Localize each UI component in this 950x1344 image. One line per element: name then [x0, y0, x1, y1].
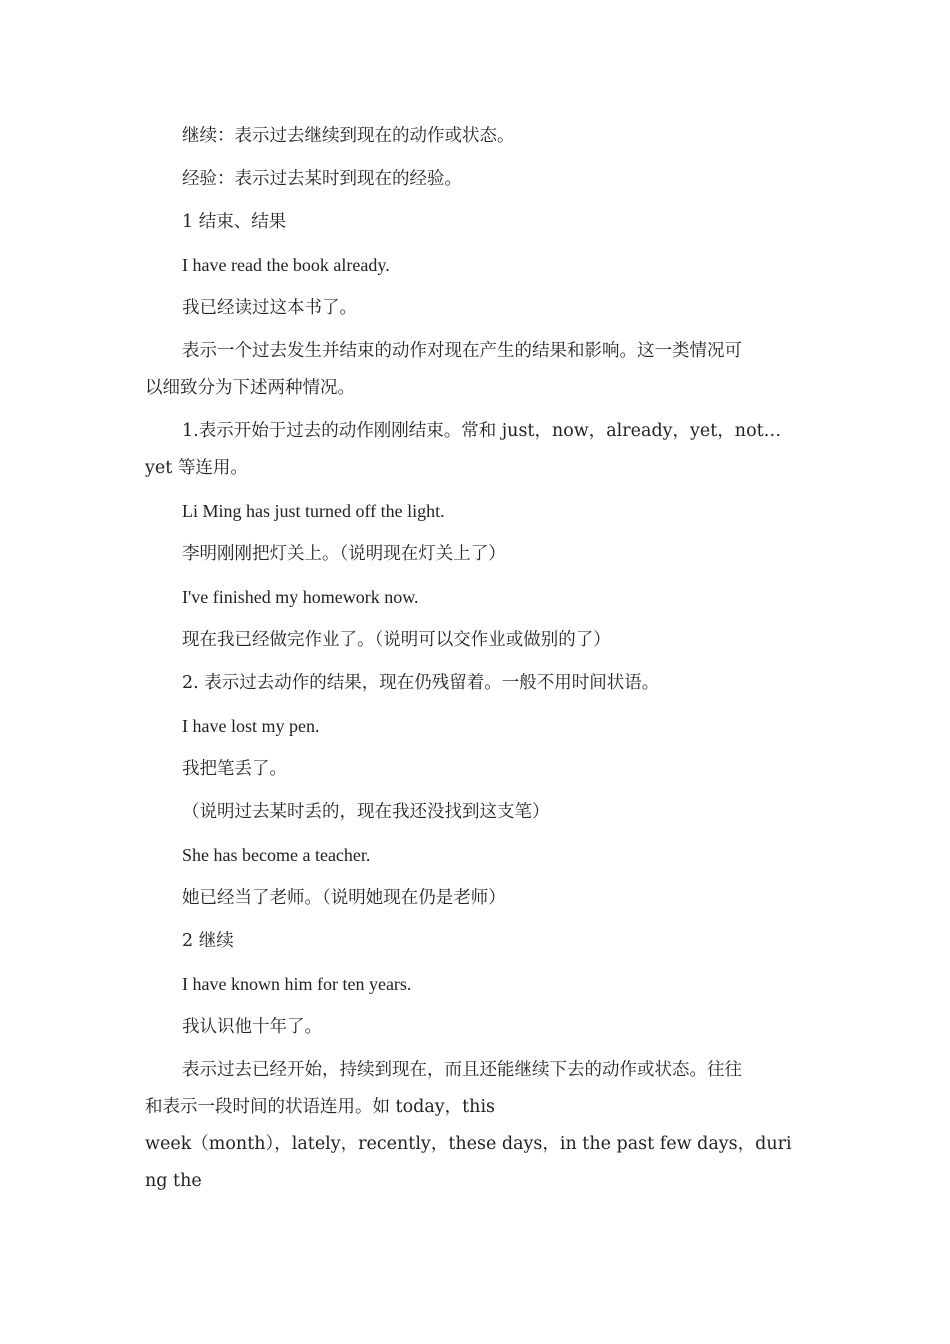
paragraph-continuation-explanation: [145, 1052, 800, 1200]
paragraph-remaining-result-rule: 2. 表示过去动作的结果，现在仍残留着。一般不用时间状语。: [182, 673, 660, 693]
paragraph-line: week（month），lately，recently，these days，in the past few days，during the: [145, 1134, 792, 1191]
paragraph-experience-definition: 经验：表示过去某时到现在的经验。: [182, 169, 462, 189]
example-sentence-chinese: 我已经读过这本书了。: [182, 298, 357, 318]
example-sentence-english: I have read the book already.: [182, 255, 390, 275]
paragraph-line: 以细致分为下述两种情况。: [145, 378, 355, 398]
document-body: [145, 118, 800, 1206]
paragraph-line: 表示一个过去发生并结束的动作对现在产生的结果和影响。这一类情况可: [182, 341, 742, 361]
paragraph-just-finished-rule: [145, 413, 800, 487]
paragraph-line: yet 等连用。: [145, 458, 248, 478]
example-sentence-chinese: 我认识他十年了。: [182, 1017, 322, 1037]
example-sentence-chinese: 她已经当了老师。（说明她现在仍是老师）: [182, 888, 506, 908]
paragraph-result-explanation: [145, 333, 800, 407]
example-sentence-english: Li Ming has just turned off the light.: [182, 501, 445, 521]
example-sentence-english: I've finished my homework now.: [182, 587, 419, 607]
section-heading-continuation: 2 继续: [182, 931, 234, 951]
example-sentence-english: I have known him for ten years.: [182, 974, 412, 994]
paragraph-continuation-definition: 继续：表示过去继续到现在的动作或状态。: [182, 126, 515, 146]
paragraph-line: 表示过去已经开始，持续到现在，而且还能继续下去的动作或状态。往往: [182, 1060, 742, 1080]
example-sentence-english: She has become a teacher.: [182, 845, 371, 865]
example-sentence-chinese: 我把笔丢了。: [182, 759, 287, 779]
section-heading-completion-result: 1 结束、结果: [182, 212, 287, 232]
example-sentence-chinese: 现在我已经做完作业了。（说明可以交作业或做别的了）: [182, 630, 611, 650]
paragraph-line: 1.表示开始于过去的动作刚刚结束。常和 just，now，already，yet，not…: [182, 421, 782, 441]
example-sentence-chinese: 李明刚刚把灯关上。（说明现在灯关上了）: [182, 544, 506, 564]
example-sentence-english: I have lost my pen.: [182, 716, 320, 736]
example-note: （说明过去某时丢的，现在我还没找到这支笔）: [182, 802, 550, 822]
paragraph-line: 和表示一段时间的状语连用。如 today，this: [145, 1097, 496, 1117]
